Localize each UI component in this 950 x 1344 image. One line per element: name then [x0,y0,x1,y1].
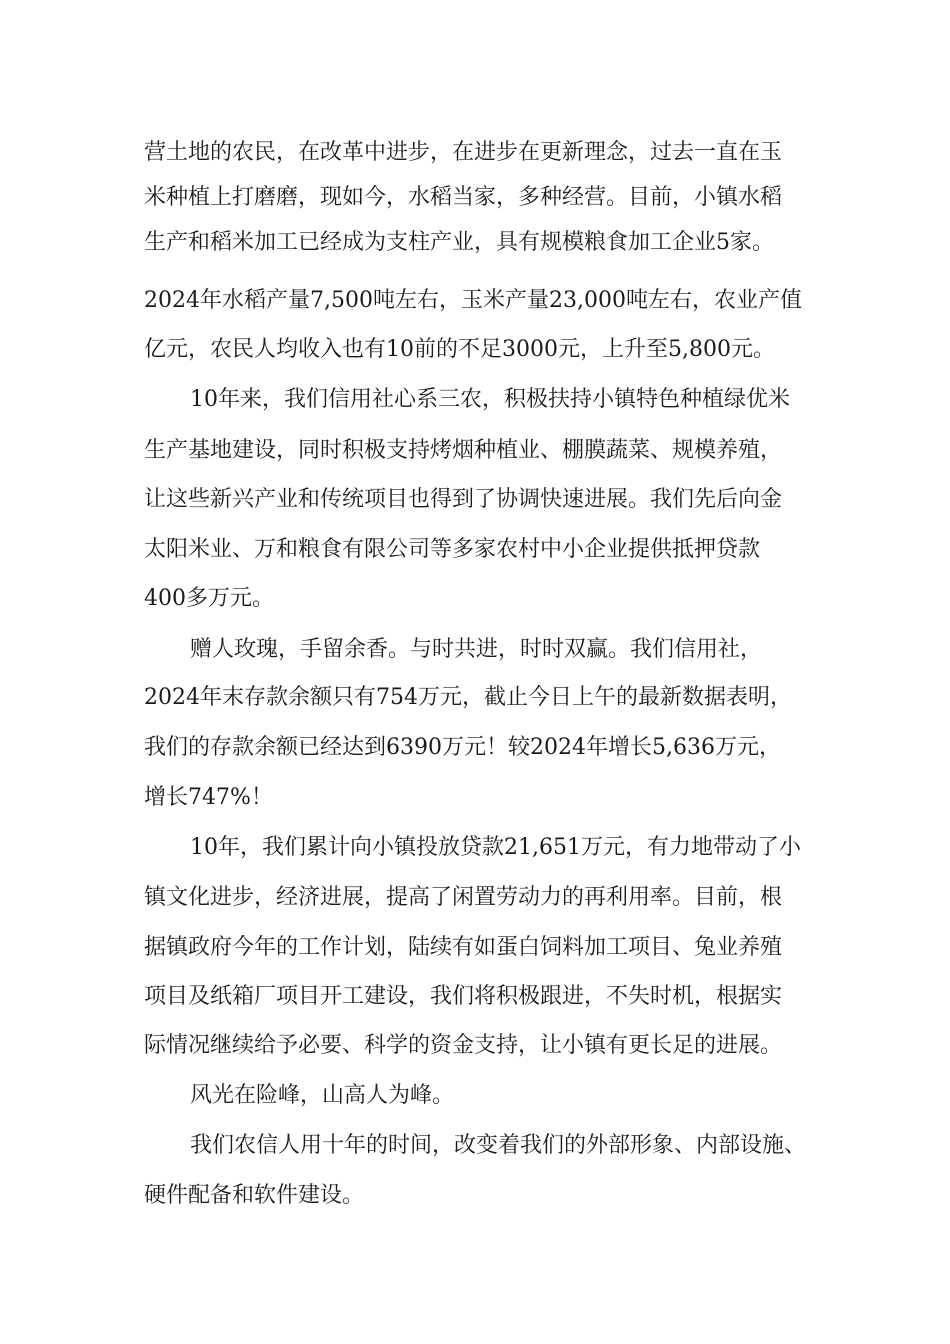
text-line: 风光在险峰，山高人为峰。 [190,1083,455,1108]
text-line: 赠人玫瑰，手留余香。与时共进，时时双赢。我们信用社， [190,637,763,662]
text-line: 际情况继续给予必要、科学的资金支持，让小镇有更长足的进展。 [144,1033,783,1058]
text-line: 太阳米业、万和粮食有限公司等多家农村中小企业提供抵押贷款 [144,537,761,562]
text-line: 让这些新兴产业和传统项目也得到了协调快速进展。我们先后向金 [144,487,783,512]
text-line: 米种植上打磨磨，现如今，水稻当家，多种经营。目前，小镇水稻 [144,185,783,210]
text-line: 我们农信人用十年的时间，改变着我们的外部形象、内部设施、 [190,1133,807,1158]
text-line: 增长747%！ [144,785,273,810]
text-line: 营土地的农民，在改革中进步，在进步在更新理念，过去一直在玉 [144,140,783,165]
text-line: 400多万元。 [144,586,274,611]
text-line: 我们的存款余额已经达到6390万元！较2024年增长5,636万元， [144,735,781,760]
text-line: 生产和稻米加工已经成为支柱产业，具有规模粮食加工企业5家。 [144,230,774,255]
text-line: 生产基地建设，同时积极支持烤烟种植业、棚膜蔬菜、规模养殖， [144,438,783,463]
text-line: 硬件配备和软件建设。 [144,1183,365,1208]
text-line: 项目及纸箱厂项目开工建设，我们将积极跟进，不失时机，根据实 [144,984,783,1009]
text-line: 10年，我们累计向小镇投放贷款21,651万元，有力地带动了小 [190,835,801,860]
text-line: 2024年末存款余额只有754万元，截止今日上午的最新数据表明， [144,685,792,710]
text-line: 据镇政府今年的工作计划，陆续有如蛋白饲料加工项目、兔业养殖 [144,935,783,960]
text-line: 10年来，我们信用社心系三农，积极扶持小镇特色种植绿优米 [190,387,790,412]
text-line: 镇文化进步，经济进展，提高了闲置劳动力的再利用率。目前，根 [144,885,783,910]
text-line: 2024年水稻产量7,500吨左右，玉米产量23,000吨左右，农业产值 [144,288,802,313]
text-line: 亿元，农民人均收入也有10前的不足3000元，上升至5,800元。 [144,337,775,362]
